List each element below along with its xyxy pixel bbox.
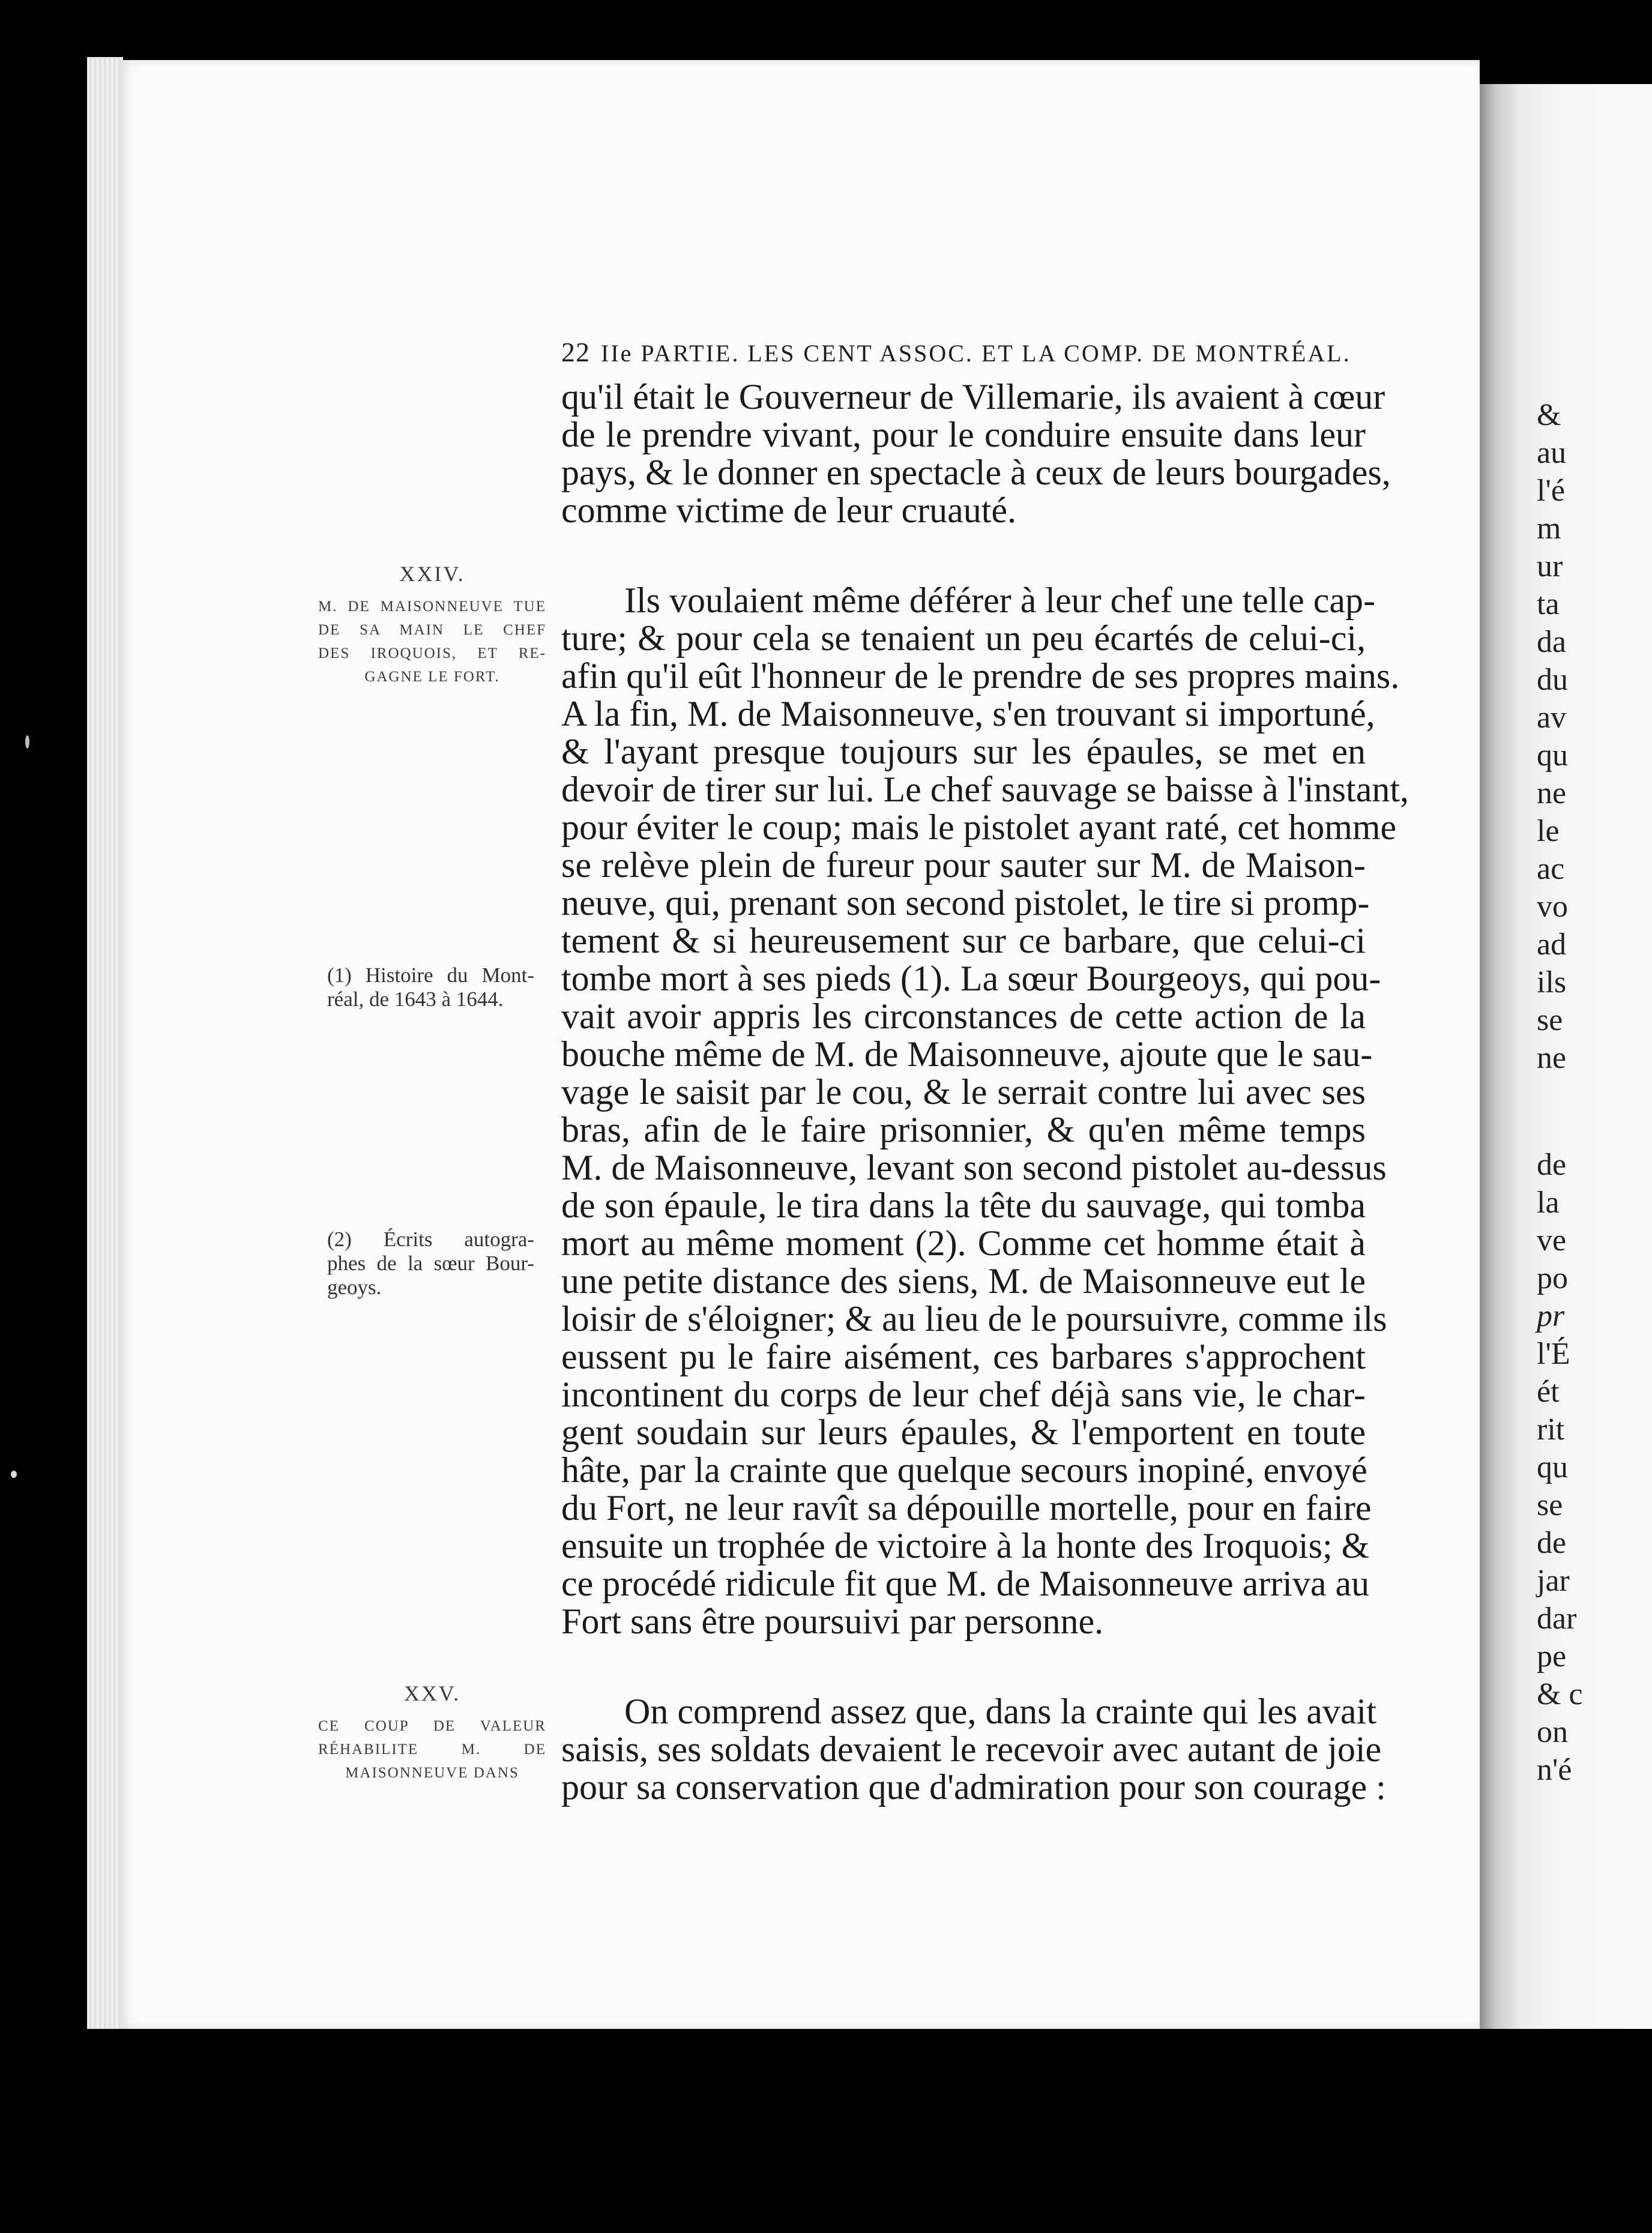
text-line: incontinent du corps de leur chef déjà sans vie, le char- — [561, 1375, 1366, 1414]
text-line: de le prendre vivant, pour le conduire ensuite dans leur — [561, 415, 1366, 454]
facing-page-fragment: da — [1537, 625, 1567, 659]
text-line: une petite distance des siens, M. de Maisonneuve eut le — [561, 1261, 1366, 1301]
book-page-edges — [87, 57, 123, 2029]
margin-heading-line: M. DE MAISONNEUVE TUE — [318, 598, 546, 615]
text-line: bouche même de M. de Maisonneuve, ajoute que le sau- — [561, 1034, 1373, 1074]
facing-page-fragment: ta — [1537, 587, 1560, 621]
facing-page-fragment: po — [1537, 1261, 1568, 1295]
text-line: ensuite un trophée de victoire à la honte des Iroquois; & — [561, 1526, 1370, 1566]
page-number: 22 — [561, 337, 590, 367]
text-line: loisir de s'éloigner; & au lieu de le poursuivre, comme ils — [561, 1299, 1387, 1339]
text-line: devoir de tirer sur lui. Le chef sauvage se baisse à l'instant, — [561, 770, 1409, 809]
note-line: réal, de 1643 à 1644. — [327, 987, 504, 1011]
margin-heading-line: GAGNE LE FORT. — [364, 669, 500, 685]
text-line: pays, & le donner en spectacle à ceux de leurs bourgades, — [561, 453, 1391, 492]
facing-page-fragment: & — [1537, 398, 1561, 432]
facing-page-fragment: de — [1537, 1526, 1567, 1560]
text-line: qu'il était le Gouverneur de Villemarie, ils avaient à cœur — [561, 377, 1385, 417]
facing-page-fragment: qu — [1537, 738, 1568, 773]
facing-page-fragment: pr — [1537, 1299, 1565, 1333]
margin-heading-line: DES IROQUOIS, ET RE- — [318, 645, 546, 661]
facing-page-fragment: ad — [1537, 927, 1567, 962]
facing-page-fragment: l'é — [1537, 474, 1565, 508]
text-line: de son épaule, le tira dans la tête du sauvage, qui tomba — [561, 1186, 1366, 1225]
text-line: ce procédé ridicule fit que M. de Maisonneuve arriva au — [561, 1564, 1370, 1603]
facing-page-fragment: ils — [1537, 965, 1567, 999]
facing-page-fragment: ne — [1537, 1041, 1567, 1075]
text-line: du Fort, ne leur ravît sa dépouille mortelle, pour en faire — [561, 1488, 1372, 1528]
text-line: pour éviter le coup; mais le pistolet ayant raté, cet homme — [561, 807, 1397, 847]
facing-page-fragment: ur — [1537, 549, 1563, 583]
running-head — [561, 336, 1363, 368]
facing-page-fragment: n'é — [1537, 1753, 1572, 1787]
facing-page-fragment: vo — [1537, 890, 1568, 924]
facing-page-fragment: qu — [1537, 1450, 1568, 1484]
facing-page-fragment: pe — [1537, 1639, 1567, 1674]
scan-speck — [25, 735, 29, 749]
facing-page-fragment: le — [1537, 814, 1560, 848]
text-line: se relève plein de fureur pour sauter sur M. de Maison- — [561, 845, 1366, 885]
body-text — [561, 377, 1409, 1807]
facing-page-fragments — [1537, 396, 1583, 1789]
text-line: eussent pu le faire aisément, ces barbares s'approchent — [561, 1337, 1366, 1376]
note-line: phes de la sœur Bour- — [327, 1252, 534, 1275]
text-line: gent soudain sur leurs épaules, & l'emportent en toute — [561, 1412, 1366, 1452]
facing-page-fragment: av — [1537, 701, 1567, 735]
margin-heading-line: DE SA MAIN LE CHEF — [318, 622, 546, 638]
facing-page — [1480, 84, 1652, 2029]
text-line: vait avoir appris les circonstances de cette action de la — [561, 996, 1366, 1036]
text-line: comme victime de leur cruauté. — [561, 490, 1016, 530]
facing-page-fragment: la — [1537, 1186, 1560, 1220]
paragraph — [561, 377, 1391, 530]
facing-page-fragment: de — [1537, 1148, 1567, 1182]
facing-page-fragment: se — [1537, 1488, 1563, 1522]
margin-heading-line: CE COUP DE VALEUR — [318, 1718, 546, 1734]
paragraph — [561, 580, 1409, 1641]
margin-heading-line: RÉHABILITE M. DE — [318, 1741, 546, 1758]
running-title: IIe PARTIE. LES CENT ASSOC. ET LA COMP. DE MONTRÉAL. — [601, 340, 1351, 367]
facing-page-fragment: ac — [1537, 852, 1565, 886]
text-line: afin qu'il eût l'honneur de le prendre de ses propres mains. — [561, 656, 1400, 696]
text-line: mort au même moment (2). Comme cet homme était à — [561, 1223, 1366, 1263]
text-line: & l'ayant presque toujours sur les épaules, se met en — [561, 732, 1366, 771]
text-line: tombe mort à ses pieds (1). La sœur Bourgeoys, qui pou- — [561, 959, 1381, 998]
text-line: Ils voulaient même déférer à leur chef une telle cap- — [624, 580, 1376, 620]
facing-page-fragment: jar — [1537, 1564, 1570, 1598]
text-line: ture; & pour cela se tenaient un peu écartés de celui-ci, — [561, 618, 1366, 658]
facing-page-fragment: au — [1537, 436, 1567, 470]
text-line: hâte, par la crainte que quelque secours inopiné, envoyé — [561, 1450, 1367, 1490]
marginal-note — [327, 1228, 534, 1300]
margin-heading-number: XXIV. — [399, 562, 465, 586]
note-line: (1) Histoire du Mont- — [327, 963, 534, 987]
note-line: (2) Écrits autogra- — [327, 1228, 534, 1251]
facing-page-fragment: dar — [1537, 1602, 1577, 1636]
facing-page-fragment: & c — [1537, 1677, 1583, 1711]
text-line: bras, afin de le faire prisonnier, & qu'en même temps — [561, 1110, 1366, 1150]
text-line: neuve, qui, prenant son second pistolet, le tire si promp- — [561, 883, 1370, 923]
text-line: M. de Maisonneuve, levant son second pistolet au-dessus — [561, 1148, 1387, 1187]
facing-page-fragment: ét — [1537, 1375, 1560, 1409]
text-line: Fort sans être poursuivi par personne. — [561, 1602, 1104, 1641]
facing-page-fragment: m — [1537, 511, 1561, 546]
facing-page-fragment: ne — [1537, 776, 1567, 810]
facing-page-fragment: ve — [1537, 1223, 1567, 1258]
facing-page-fragment: on — [1537, 1715, 1568, 1749]
facing-page-fragment: l'É — [1537, 1337, 1570, 1371]
text-line: tement & si heureusement sur ce barbare, que celui-ci — [561, 921, 1366, 960]
facing-page-fragment: rit — [1537, 1412, 1565, 1447]
text-line: saisis, ses soldats devaient le recevoir avec autant de joie — [561, 1729, 1382, 1769]
facing-page-fragment: du — [1537, 663, 1568, 697]
text-line: A la fin, M. de Maisonneuve, s'en trouvant si importuné, — [561, 694, 1375, 734]
text-line: On comprend assez que, dans la crainte qui les avait — [624, 1692, 1376, 1731]
margin-heading — [318, 561, 546, 689]
margin-heading — [318, 1681, 546, 1785]
facing-page-fragment: se — [1537, 1003, 1563, 1037]
margin-heading-number: XXV. — [403, 1681, 461, 1705]
note-line: geoys. — [327, 1276, 382, 1299]
text-line: pour sa conservation que d'admiration pour son courage : — [561, 1767, 1386, 1807]
paragraph — [561, 1692, 1386, 1807]
margin-heading-line: MAISONNEUVE DANS — [345, 1765, 519, 1781]
text-line: vage le saisit par le cou, & le serrait contre lui avec ses — [561, 1072, 1366, 1112]
marginal-note — [327, 963, 534, 1011]
scan-speck — [11, 1471, 17, 1478]
